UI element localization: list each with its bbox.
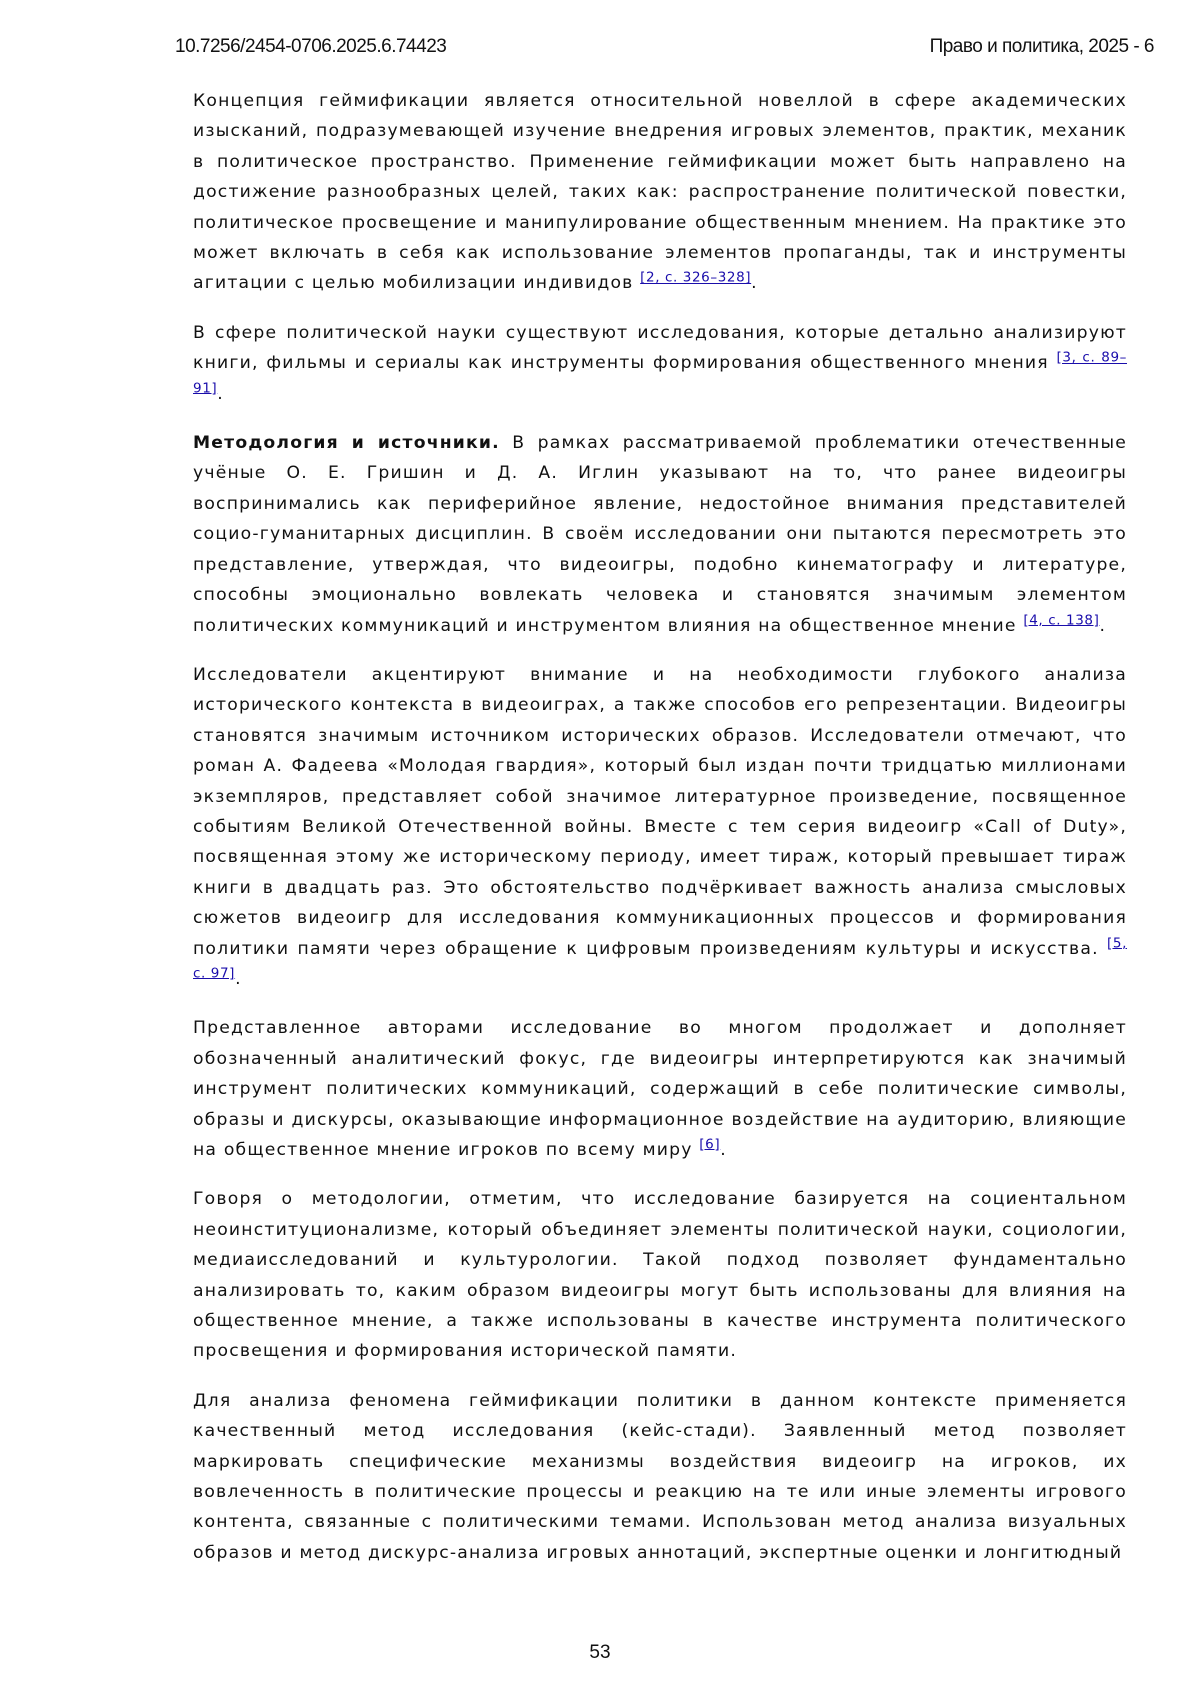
document-page [0, 0, 1200, 1698]
section-heading: Методология и источники. [193, 433, 500, 453]
citation-link[interactable]: [5, с. 97] [193, 935, 1127, 981]
paragraph-historical-context [193, 660, 1127, 994]
paragraph-text: Концепция геймификации является относительной новеллой в сфере академических изысканий, подразумевающей изучение внедрения игровых элементов, практик, механик в политическое пространство. Применение геймификации может быть направлено на достижение разнообразных целей, таких как: распространение политической повестки, политическое просвещение и манипулирование общественным мнением. На практике это может включать в себя как использование элементов пропаганды, так и инструменты агитации с целью мобилизации индивидов [193, 91, 1127, 293]
citation-link[interactable]: [2, с. 326–328] [640, 270, 751, 286]
citation-link[interactable]: [6] [699, 1136, 720, 1152]
paragraph-methodology [193, 1184, 1127, 1366]
citation-link[interactable]: [3, с. 89–91] [193, 350, 1127, 396]
paragraph-text: Исследователи акцентируют внимание и на необходимости глубокого анализа исторического контекста в видеоиграх, а также способов его репрезентации. Видеоигры становятся значимым источником исторических образов. Исследователи отмечают, что роман А. Фадеева «Молодая гвардия», который был издан почти тридцатью миллионами экземпляров, представляет собой значимое литературное произведение, посвященное событиям Великой Отечественной войны. Вместе с тем серия видеоигр «Call of Duty», посвященная этому же историческому периоду, имеет тираж, который превышает тираж книги в двадцать раз. Это обстоятельство подчёркивает важность анализа смысловых сюжетов видеоигр для исследования коммуникационных процессов и формирования политики памяти через обращение к цифровым произведениям культуры и искусства. [193, 665, 1127, 959]
paragraph-end: . [235, 969, 242, 989]
paragraph-text: Представленное авторами исследование во многом продолжает и дополняет обозначенный аналитический фокус, где видеоигры интерпретируются как значимый инструмент политических коммуникаций, содержащий в себе политические символы, образы и дискурсы, оказывающие информационное воздействие на аудиторию, влияющие на общественное мнение игроков по всему миру [193, 1018, 1127, 1160]
citation-link[interactable]: [4, с. 138] [1023, 612, 1099, 628]
paragraph-end: . [751, 273, 758, 293]
paragraph-text: Для анализа феномена геймификации политики в данном контексте применяется качественный метод исследования (кейс-стади). Заявленный метод позволяет маркировать специфические механизмы воздействия видеоигр на игроков, их вовлеченность в политические процессы и реакцию на те или иные элементы игрового контента, связанные с политическими темами. Использован метод анализа визуальных образов и метод дискурс-анализа игровых аннотаций, экспертные оценки и лонгитюдный [193, 1391, 1127, 1563]
paragraph-case-study [193, 1386, 1127, 1568]
paragraph-methodology-sources [193, 428, 1127, 641]
doi-label: 10.7256/2454-0706.2025.6.74423 [175, 36, 446, 58]
paragraph-end: . [720, 1140, 727, 1160]
journal-label: Право и политика, 2025 - 6 [930, 36, 1154, 58]
paragraph-gamification-concept [193, 86, 1127, 299]
article-body [193, 86, 1127, 1587]
page-number: 53 [0, 1642, 1200, 1664]
paragraph-end: . [217, 384, 224, 404]
paragraph-text: Говоря о методологии, отметим, что исследование базируется на социентальном неоинституционализме, который объединяет элементы политической науки, социологии, медиаисследований и культурологии. Такой подход позволяет фундаментально анализировать то, каким образом видеоигры могут быть использованы для влияния на общественное мнение, а также использованы в качестве инструмента политического просвещения и формирования исторической памяти. [193, 1189, 1127, 1361]
paragraph-political-science [193, 318, 1127, 409]
paragraph-text: В рамках рассматриваемой проблематики отечественные учёные О. Е. Гришин и Д. А. Иглин указывают на то, что ранее видеоигры воспринимались как периферийное явление, недостойное внимания представителей социо-гуманитарных дисциплин. В своём исследовании они пытаются пересмотреть это представление, утверждая, что видеоигры, подобно кинематографу и литературе, способны эмоционально вовлекать человека и становятся значимым элементом политических коммуникаций и инструментом влияния на общественное мнение [193, 433, 1127, 635]
paragraph-analytical-focus [193, 1013, 1127, 1165]
paragraph-end: . [1099, 616, 1106, 636]
paragraph-text: В сфере политической науки существуют исследования, которые детально анализируют книги, фильмы и сериалы как инструменты формирования общественного мнения [193, 323, 1127, 373]
page-header [175, 36, 1154, 58]
